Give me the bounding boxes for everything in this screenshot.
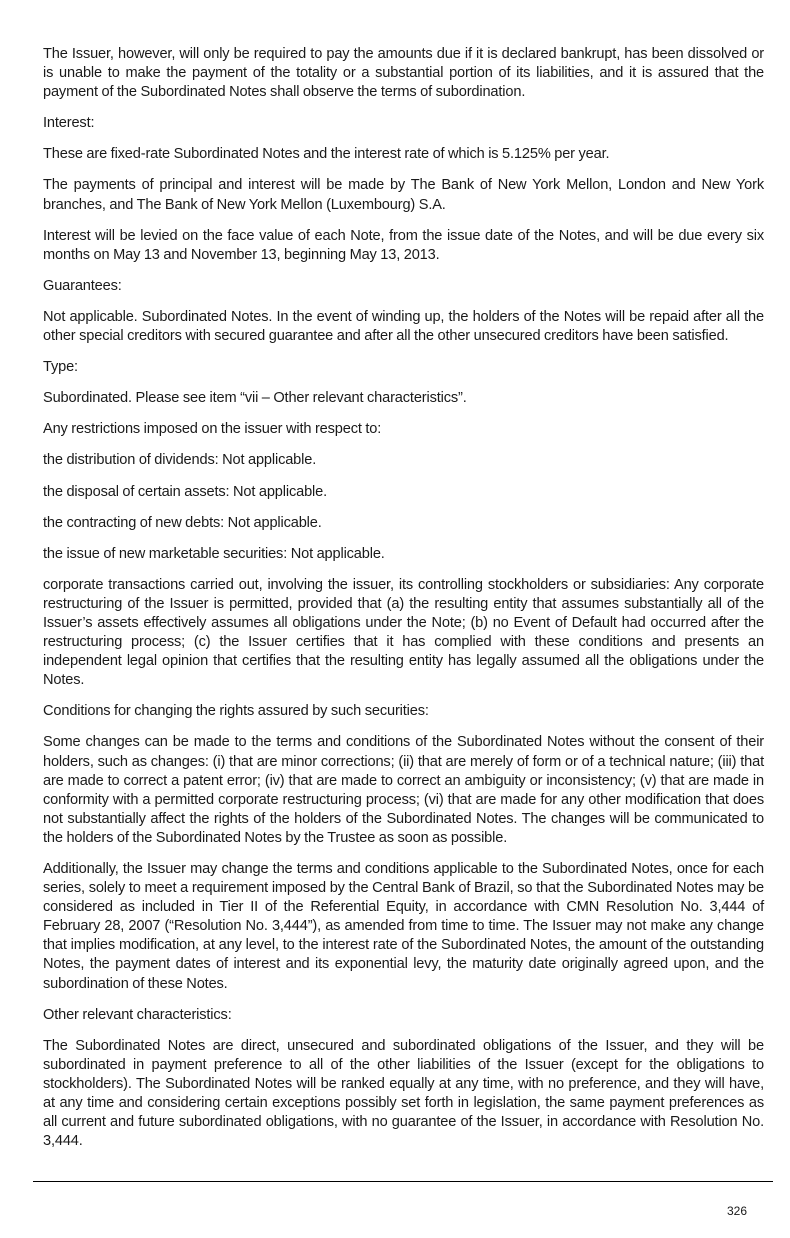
restriction-corporate-transactions: corporate transactions carried out, involving the issuer, its controlling stockholders or subsidiaries: Any corporate restructuring of the Issuer is permitted, provided that (a) the resulting entity that assumes substantially all of the Issuer’s assets effectively assumes all obligations under the Note; (b) no Event of Default had occurred after the restructuring process; (c) the Issuer certifies that it has complied with these conditions and presents an independent legal opinion that certifies that the resulting entity has legally assumed all the obligations under the Notes. (43, 576, 764, 689)
paragraph-paying-agents: The payments of principal and interest will be made by The Bank of New York Mellon, London and New York branches, and The Bank of New York Mellon (Luxembourg) S.A. (43, 177, 764, 213)
paragraph-central-bank-changes: Additionally, the Issuer may change the terms and conditions applicable to the Subordinated Notes, once for each series, solely to meet a requirement imposed by the Central Bank of Brazil, so that the Subordinated Notes may be considered as included in Tier II of the Referential Equity, in accordance with CMN Resolution No. 3,444 of February 28, 2007 (“Resolution No. 3,444”), as amended from time to time. The Issuer may not make any change that implies modification, at any level, to the interest rate of the Subordinated Notes, the amount of the outstanding Notes, the payment dates of interest and its exponential levy, the maturity date originally agreed upon, and the subordination of these Notes. (43, 861, 764, 992)
paragraph-type: Subordinated. Please see item “vii – Other relevant characteristics”. (43, 390, 467, 407)
paragraph-issuer-payment-conditions: The Issuer, however, will only be required to pay the amounts due if it is declared bankrupt, has been dissolved or is unable to make the payment of the totality or a substantial portion of its liabilities, and it is assured that the payment of the Subordinated Notes shall observe the terms of subordination. (43, 46, 764, 101)
page-number: 326 (727, 1204, 748, 1218)
section-heading-type: Type: (43, 359, 78, 376)
restriction-asset-disposal: the disposal of certain assets: Not applicable. (43, 483, 328, 500)
section-heading-changing-rights: Conditions for changing the rights assured by such securities: (43, 703, 429, 720)
section-heading-guarantees: Guarantees: (43, 277, 122, 294)
restriction-new-debts: the contracting of new debts: Not applicable. (43, 514, 322, 531)
paragraph-guarantees: Not applicable. Subordinated Notes. In the event of winding up, the holders of the Notes will be repaid after all the other special creditors with secured guarantee and after all the other unsecured creditors have been satisfied. (43, 308, 764, 345)
restriction-new-securities: the issue of new marketable securities: Not applicable. (43, 545, 385, 562)
paragraph-other-characteristics: The Subordinated Notes are direct, unsecured and subordinated obligations of the Issuer, and they will be subordinated in payment preference to all of the other liabilities of the Issuer (except for the obligations to stockholders). The Subordinated Notes will be ranked equally at any time, with no preference, and they will have, at any time and considering certain exceptions possibly set forth in legislation, the same payment preferences as all current and future subordinated obligations, with no guarantee of the Issuer, in accordance with Resolution No. 3,444. (43, 1037, 764, 1150)
footer-divider (33, 1181, 773, 1182)
restriction-dividends: the distribution of dividends: Not applicable. (43, 452, 317, 469)
section-heading-interest: Interest: (43, 115, 95, 132)
paragraph-interest-rate: These are fixed-rate Subordinated Notes and the interest rate of which is 5.125% per year. (43, 146, 610, 163)
document-body (43, 45, 764, 1163)
section-heading-other-characteristics: Other relevant characteristics: (43, 1006, 232, 1023)
section-heading-restrictions: Any restrictions imposed on the issuer with respect to: (43, 421, 382, 438)
paragraph-permitted-changes: Some changes can be made to the terms and conditions of the Subordinated Notes without the consent of their holders, such as changes: (i) that are minor corrections; (ii) that are merely of form or of a technical nature; (iii) that are made to correct a patent error; (iv) that are made to correct an ambiguity or inconsistency; (v) that are made in conformity with a permitted corporate restructuring process; (vi) that are made for any other modification that does not substantially affect the rights of the holders of the Subordinated Notes. The changes will be communicated to the holders of the Subordinated Notes by the Trustee as soon as possible. (43, 734, 764, 846)
paragraph-interest-schedule: Interest will be levied on the face value of each Note, from the issue date of the Notes, and will be due every six months on May 13 and November 13, beginning May 13, 2013. (43, 227, 764, 263)
